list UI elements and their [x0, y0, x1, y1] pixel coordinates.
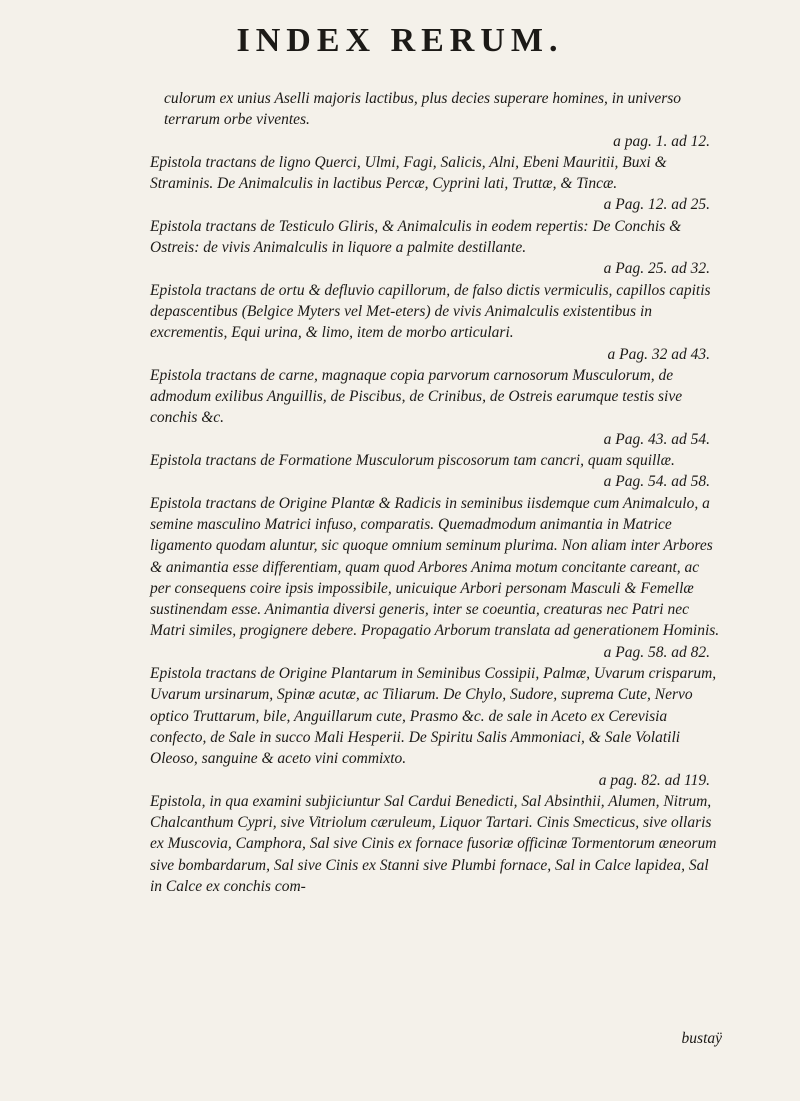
- index-entry: [150, 663, 720, 791]
- index-entry: [150, 152, 720, 216]
- page-reference: a pag. 82. ad 119.: [598, 771, 710, 789]
- page-title: INDEX RERUM.: [236, 22, 564, 59]
- page-reference: a pag. 1. ad 12.: [613, 132, 710, 150]
- entry-text: Epistola tractans de ortu & defluvio capillorum, de falso dictis vermiculis, capillos capitis depascentibus (Belgice Myters vel Met-eters) de vivis Animalculis existentibus in excrementis, Equi urina, & limo, item de morbo articulari.: [150, 281, 711, 342]
- index-entry: [150, 365, 720, 450]
- index-entry: [150, 216, 720, 280]
- entry-text: Epistola tractans de Formatione Musculorum piscosorum tam cancri, quam squillæ.: [150, 452, 675, 470]
- catchword: bustaÿ: [681, 1030, 722, 1047]
- index-entry: [150, 280, 720, 365]
- page-reference: a Pag. 32 ad 43.: [607, 345, 710, 363]
- entry-text: Epistola tractans de carne, magnaque copia parvorum carnosorum Musculorum, de admodum exilibus Anguillis, de Piscibus, de Crinibus, de Ostreis earumque testis sive conchis &c.: [150, 366, 683, 427]
- page-reference: a Pag. 54. ad 58.: [603, 473, 710, 491]
- entry-text: Epistola, in qua examini subjiciuntur Sal Cardui Benedicti, Sal Absinthii, Alumen, Nitrum, Chalcanthum Cypri, sive Vitriolum cæruleum, Liquor Tartari. Cinis Smecticus, sive ollaris ex Muscovia, Camphora, Sal sive Cinis ex fornace fusoriæ officinæ Tormentorum æneorum sive bombardarum, Sal sive Cinis ex Stanni sive Plumbi fornace, Sal in Calce lapidea, Sal in Calce ex conchis com-: [150, 792, 717, 895]
- page-reference: a Pag. 25. ad 32.: [603, 260, 710, 278]
- page-reference: a Pag. 58. ad 82.: [603, 643, 710, 661]
- entry-text: Epistola tractans de Testiculo Gliris, & Animalculis in eodem repertis: De Conchis & Ostreis: de vivis Animalculis in liquore a palmite destillante.: [150, 217, 682, 257]
- entry-text: culorum ex unius Aselli majoris lactibus, plus decies superare homines, in universo terrarum orbe viventes.: [164, 90, 682, 129]
- index-entry: [150, 88, 720, 152]
- entry-text: Epistola tractans de Origine Plantæ & Radicis in seminibus iisdemque cum Animalculo, a semine masculino Matrici infuso, comparatis. Quemadmodum animantia in Matrice ligamento quodam aluntur, sic quoque omnium seminum plurima. Non aliam inter Arbores & animantia esse differentiam, quam quod Arbores Anima motum concitante careant, ac per consequens coire ipsis impossibile, unicuique Arbori personam Masculi & Femellæ sustinendam esse. Animantia diversi generis, inter se coeuntia, creaturas nec Patri nec Matri similes, progignere debere. Propagatio Arborum translata ad generationem Hominis.: [150, 494, 720, 640]
- index-entry: [150, 450, 720, 493]
- index-entry: [150, 493, 720, 663]
- entry-text: Epistola tractans de ligno Querci, Ulmi, Fagi, Salicis, Alni, Ebeni Mauritii, Buxi & Straminis. De Animalculis in lactibus Percæ, Cyprini lati, Truttæ, & Tincæ.: [150, 153, 667, 193]
- page-reference: a Pag. 12. ad 25.: [603, 196, 710, 214]
- entry-text: Epistola tractans de Origine Plantarum in Seminibus Cossipii, Palmæ, Uvarum crisparum, Uvarum ursinarum, Spinæ acutæ, ac Tiliarum. De Chylo, Sudore, suprema Cute, Nervo optico Truttarum, bile, Anguillarum cute, Prasmo &c. de sale in Aceto ex Cerevisia confecto, de Sale in succo Mali Hesperii. De Spiritu Salis Ammoniaci, & Sale Volatili Oleoso, sanguine & aceto vini commixto.: [150, 665, 717, 768]
- page-reference: a Pag. 43. ad 54.: [603, 430, 710, 448]
- index-entry: [150, 791, 720, 897]
- index-entries: [150, 88, 720, 897]
